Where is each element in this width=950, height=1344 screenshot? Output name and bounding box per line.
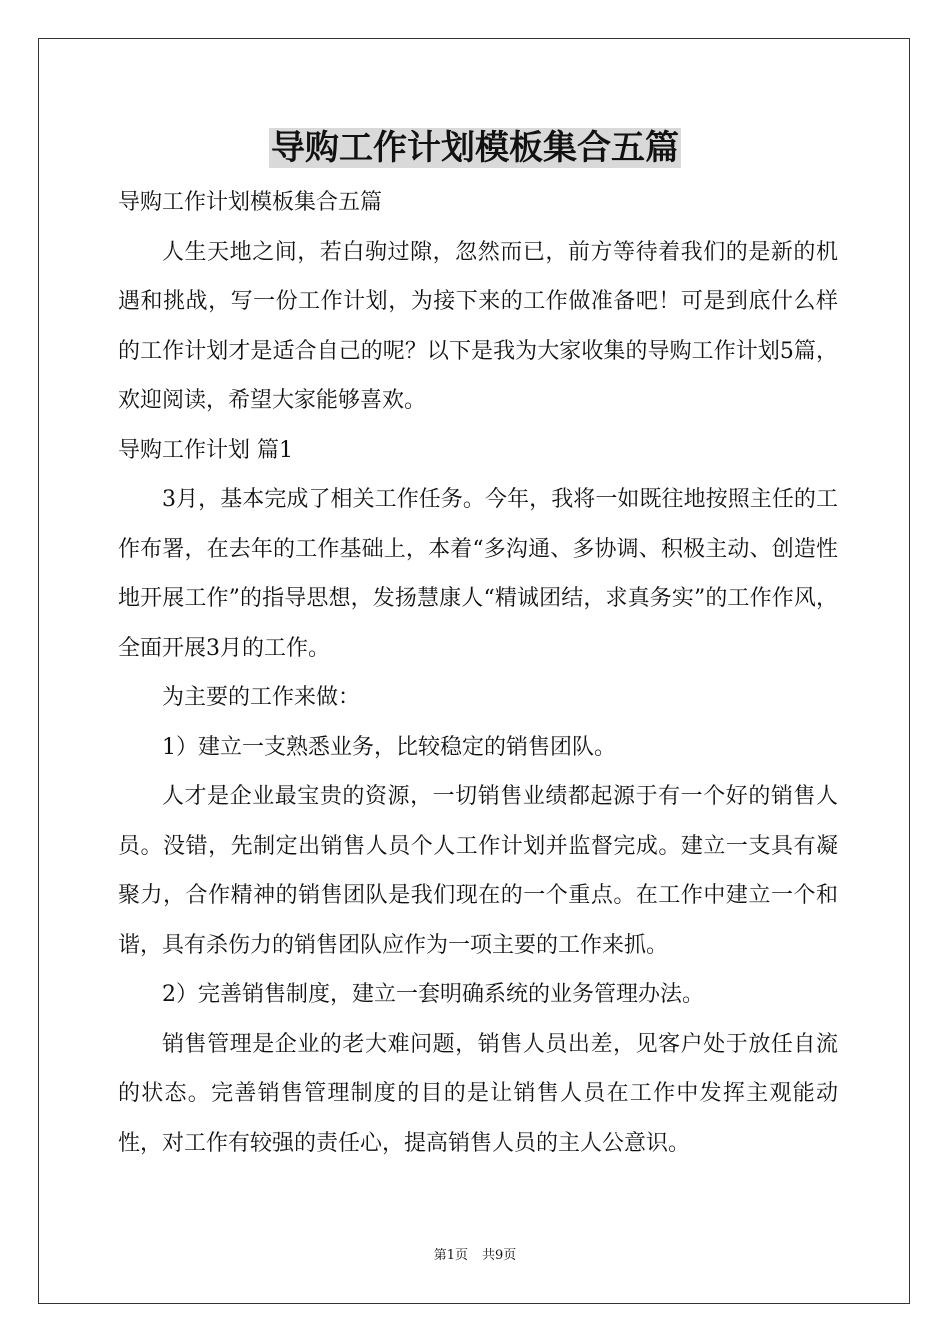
paragraph: 3月，基本完成了相关工作任务。今年，我将一如既往地按照主任的工作布署，在去年的工作基础上，本着“多沟通、多协调、积极主动、创造性地开展工作”的指导思想，发扬慧康人“精诚团结，求真务实”的工作作风，全面开展3月的工作。 xyxy=(118,487,838,661)
paragraph: 人生天地之间，若白驹过隙，忽然而已，前方等待着我们的是新的机遇和挑战，写一份工作计划，为接下来的工作做准备吧！可是到底什么样的工作计划才是适合自己的呢？以下是我为大家收集的导购工作计划5篇，欢迎阅读，希望大家能够喜欢。 xyxy=(118,239,838,413)
paragraph: 人才是企业最宝贵的资源，一切销售业绩都起源于有一个好的销售人员。没错，先制定出销售人员个人工作计划并监督完成。建立一支具有凝聚力，合作精神的销售团队是我们现在的一个重点。在工作中建立一个和谐，具有杀伤力的销售团队应作为一项主要的工作来抓。 xyxy=(118,784,838,958)
paragraph: 销售管理是企业的老大难问题，销售人员出差，见客户处于放任自流的状态。完善销售管理制度的目的是让销售人员在工作中发挥主观能动性，对工作有较强的责任心，提高销售人员的主人公意识。 xyxy=(118,1031,838,1156)
section-heading: 导购工作计划 篇1 xyxy=(118,437,293,463)
page-footer xyxy=(0,1248,950,1264)
list-item: 1）建立一支熟悉业务，比较稳定的销售团队。 xyxy=(162,734,616,760)
paragraph: 导购工作计划模板集合五篇 xyxy=(118,190,383,215)
page-total: 共9页 xyxy=(482,1248,517,1263)
document-body xyxy=(118,178,838,1168)
page-number: 第1页 xyxy=(433,1248,468,1263)
document-title-text: 导购工作计划模板集合五篇 xyxy=(271,128,679,168)
paragraph: 为主要的工作来做： xyxy=(162,685,361,710)
document-title xyxy=(0,126,950,170)
list-item: 2）完善销售制度，建立一套明确系统的业务管理办法。 xyxy=(162,982,704,1007)
